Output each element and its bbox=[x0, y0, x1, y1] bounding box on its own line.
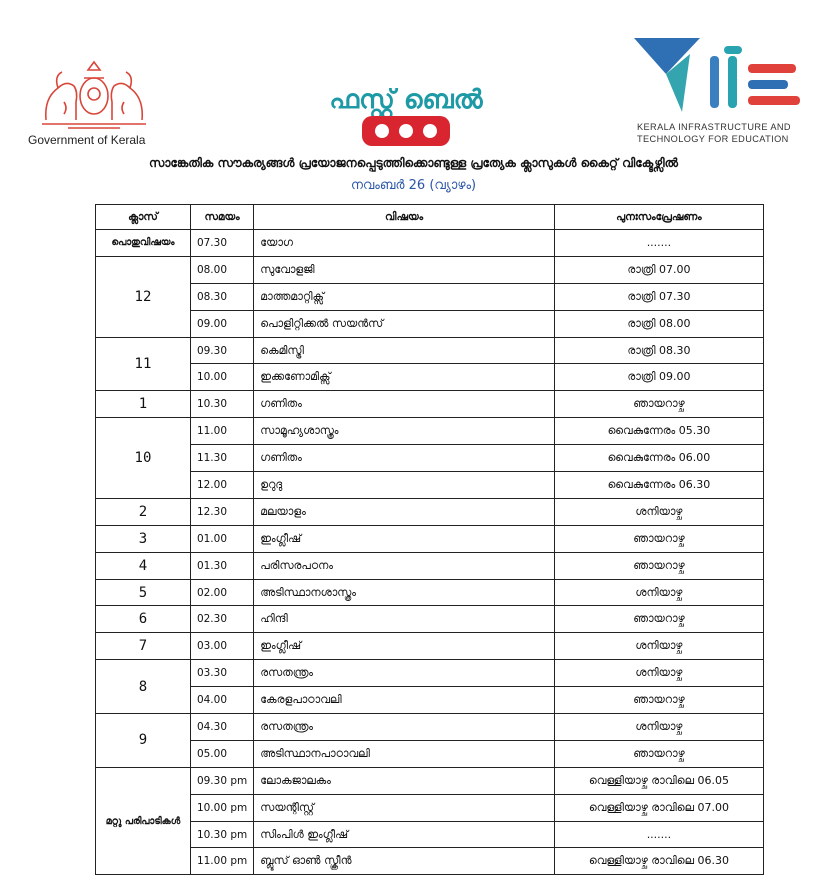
header-rerun: പുനഃസംപ്രേഷണം bbox=[554, 205, 763, 230]
table-row bbox=[96, 472, 764, 499]
time-cell: 01.30 bbox=[190, 552, 253, 579]
rerun-cell: വെള്ളിയാഴ്ച രാവിലെ 07.00 bbox=[554, 794, 763, 821]
subject-cell: സുവോളജി bbox=[254, 256, 555, 283]
subject-cell: യോഗ bbox=[254, 230, 555, 257]
class-cell: 4 bbox=[96, 552, 191, 579]
class-cell: 2 bbox=[96, 498, 191, 525]
rerun-cell: രാത്രി 07.00 bbox=[554, 256, 763, 283]
rerun-cell: ....... bbox=[554, 821, 763, 848]
time-cell: 09.30 bbox=[190, 337, 253, 364]
table-row bbox=[96, 364, 764, 391]
page-title: സാങ്കേതിക സൗകര്യങ്ങൾ പ്രയോജനപ്പെടുത്തിക്കൊണ്ടുള്ള പ്രത്യേക ക്ലാസുകൾ കൈറ്റ് വിക്ടേഴ്സിൽ bbox=[148, 156, 679, 170]
table-row bbox=[96, 687, 764, 714]
table-row bbox=[96, 767, 764, 794]
subject-cell: കേരളപാഠാവലി bbox=[254, 687, 555, 714]
time-cell: 08.30 bbox=[190, 283, 253, 310]
subject-cell: ലോകജാലകം bbox=[254, 767, 555, 794]
rerun-cell: ....... bbox=[554, 230, 763, 257]
subject-cell: പൊളിറ്റിക്കൽ സയൻസ് bbox=[254, 310, 555, 337]
subject-cell: ഗണിതം bbox=[254, 391, 555, 418]
schedule-table bbox=[95, 204, 764, 875]
table-row bbox=[96, 498, 764, 525]
kerala-emblem-icon bbox=[38, 58, 150, 130]
subject-cell: ബ്ലൂസ് ഓൺ സ്ക്രീൻ bbox=[254, 848, 555, 875]
table-row bbox=[96, 821, 764, 848]
time-cell: 02.00 bbox=[190, 579, 253, 606]
table-row bbox=[96, 740, 764, 767]
rerun-cell: രാത്രി 08.00 bbox=[554, 310, 763, 337]
time-cell: 10.00 pm bbox=[190, 794, 253, 821]
time-cell: 08.00 bbox=[190, 256, 253, 283]
class-cell: 9 bbox=[96, 714, 191, 768]
rerun-cell: രാത്രി 07.30 bbox=[554, 283, 763, 310]
time-cell: 11.30 bbox=[190, 445, 253, 472]
subject-cell: ഗണിതം bbox=[254, 445, 555, 472]
first-bell-logo-top: ഫസ്റ്റ് ബെൽ bbox=[329, 85, 483, 115]
time-cell: 12.30 bbox=[190, 498, 253, 525]
rerun-cell: വൈകുന്നേരം 05.30 bbox=[554, 418, 763, 445]
rerun-cell: ശനിയാഴ്ച bbox=[554, 498, 763, 525]
kite-logo bbox=[630, 34, 805, 114]
class-cell: മറ്റു പരിപാടികൾ bbox=[96, 767, 191, 875]
table-row bbox=[96, 848, 764, 875]
time-cell: 07.30 bbox=[190, 230, 253, 257]
subject-cell: ഇംഗ്ലീഷ് bbox=[254, 525, 555, 552]
time-cell: 09.30 pm bbox=[190, 767, 253, 794]
time-cell: 10.00 bbox=[190, 364, 253, 391]
subject-cell: മാത്തമാറ്റിക്സ് bbox=[254, 283, 555, 310]
subject-cell: ഇംഗ്ലീഷ് bbox=[254, 633, 555, 660]
rerun-cell: വെള്ളിയാഴ്ച രാവിലെ 06.30 bbox=[554, 848, 763, 875]
time-cell: 05.00 bbox=[190, 740, 253, 767]
rerun-cell: ഞായറാഴ്ച bbox=[554, 687, 763, 714]
time-cell: 12.00 bbox=[190, 472, 253, 499]
header-subject: വിഷയം bbox=[254, 205, 555, 230]
class-cell: 3 bbox=[96, 525, 191, 552]
table-row bbox=[96, 256, 764, 283]
subject-cell: സയന്റിസ്റ്റ് bbox=[254, 794, 555, 821]
table-row bbox=[96, 230, 764, 257]
class-cell: 12 bbox=[96, 256, 191, 337]
subject-cell: അടിസ്ഥാനശാസ്ത്രം bbox=[254, 579, 555, 606]
table-row bbox=[96, 794, 764, 821]
rerun-cell: ഞായറാഴ്ച bbox=[554, 525, 763, 552]
table-header-row bbox=[96, 205, 764, 230]
class-cell: 10 bbox=[96, 418, 191, 499]
subject-cell: രസതന്ത്രം bbox=[254, 660, 555, 687]
class-cell: 1 bbox=[96, 391, 191, 418]
rerun-cell: ഞായറാഴ്ച bbox=[554, 740, 763, 767]
table-row bbox=[96, 552, 764, 579]
class-cell: പൊതുവിഷയം bbox=[96, 230, 191, 257]
rerun-cell: ഞായറാഴ്ച bbox=[554, 391, 763, 418]
table-row bbox=[96, 445, 764, 472]
time-cell: 03.00 bbox=[190, 633, 253, 660]
time-cell: 11.00 pm bbox=[190, 848, 253, 875]
table-row bbox=[96, 606, 764, 633]
time-cell: 04.00 bbox=[190, 687, 253, 714]
table-row bbox=[96, 391, 764, 418]
table-row bbox=[96, 660, 764, 687]
rerun-cell: ശനിയാഴ്ച bbox=[554, 633, 763, 660]
time-cell: 10.30 pm bbox=[190, 821, 253, 848]
table-row bbox=[96, 579, 764, 606]
subject-cell: പരിസരപഠനം bbox=[254, 552, 555, 579]
table-row bbox=[96, 714, 764, 741]
subject-cell: കെമിസ്ട്രി bbox=[254, 337, 555, 364]
subject-cell: സാമൂഹ്യശാസ്ത്രം bbox=[254, 418, 555, 445]
date-line: നവംബർ 26 (വ്യാഴം) bbox=[350, 178, 477, 193]
table-row bbox=[96, 283, 764, 310]
time-cell: 09.00 bbox=[190, 310, 253, 337]
rerun-cell: ശനിയാഴ്ച bbox=[554, 660, 763, 687]
time-cell: 11.00 bbox=[190, 418, 253, 445]
rerun-cell: ഞായറാഴ്ച bbox=[554, 552, 763, 579]
time-cell: 04.30 bbox=[190, 714, 253, 741]
rerun-cell: രാത്രി 08.30 bbox=[554, 337, 763, 364]
rerun-cell: രാത്രി 09.00 bbox=[554, 364, 763, 391]
time-cell: 03.30 bbox=[190, 660, 253, 687]
subject-cell: രസതന്ത്രം bbox=[254, 714, 555, 741]
table-row bbox=[96, 525, 764, 552]
time-cell: 02.30 bbox=[190, 606, 253, 633]
rerun-cell: വെള്ളിയാഴ്ച രാവിലെ 06.05 bbox=[554, 767, 763, 794]
document-header bbox=[0, 0, 827, 200]
subject-cell: ഇക്കണോമിക്സ് bbox=[254, 364, 555, 391]
subject-cell: അടിസ്ഥാനപാഠാവലി bbox=[254, 740, 555, 767]
subject-cell: ഉറുദു bbox=[254, 472, 555, 499]
table-row bbox=[96, 310, 764, 337]
government-label: Government of Kerala bbox=[28, 133, 146, 147]
class-cell: 11 bbox=[96, 337, 191, 391]
rerun-cell: ശനിയാഴ്ച bbox=[554, 714, 763, 741]
rerun-cell: ഞായറാഴ്ച bbox=[554, 606, 763, 633]
rerun-cell: വൈകുന്നേരം 06.30 bbox=[554, 472, 763, 499]
subject-cell: മലയാളം bbox=[254, 498, 555, 525]
class-cell: 6 bbox=[96, 606, 191, 633]
table-row bbox=[96, 633, 764, 660]
kite-name-line2: TECHNOLOGY FOR EDUCATION bbox=[637, 134, 789, 144]
first-bell-logo bbox=[329, 72, 483, 152]
subject-cell: സിംപിൾ ഇംഗ്ലീഷ് bbox=[254, 821, 555, 848]
kite-name-line1: KERALA INFRASTRUCTURE AND bbox=[637, 122, 791, 132]
class-cell: 5 bbox=[96, 579, 191, 606]
rerun-cell: വൈകുന്നേരം 06.00 bbox=[554, 445, 763, 472]
class-cell: 8 bbox=[96, 660, 191, 714]
time-cell: 10.30 bbox=[190, 391, 253, 418]
header-time: സമയം bbox=[190, 205, 253, 230]
subject-cell: ഹിന്ദി bbox=[254, 606, 555, 633]
table-row bbox=[96, 418, 764, 445]
table-row bbox=[96, 337, 764, 364]
header-class: ക്ലാസ് bbox=[96, 205, 191, 230]
rerun-cell: ശനിയാഴ്ച bbox=[554, 579, 763, 606]
class-cell: 7 bbox=[96, 633, 191, 660]
time-cell: 01.00 bbox=[190, 525, 253, 552]
